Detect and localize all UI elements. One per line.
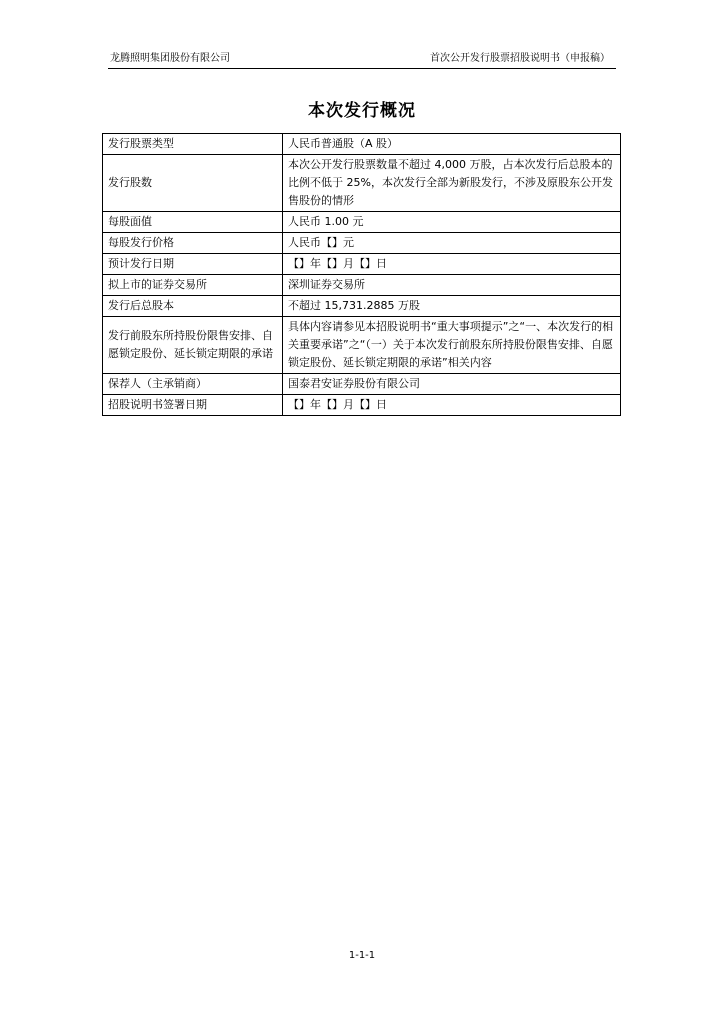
table-row — [103, 275, 621, 296]
row-label: 预计发行日期 — [103, 254, 283, 275]
row-label: 发行股数 — [103, 155, 283, 212]
row-label: 招股说明书签署日期 — [103, 395, 283, 416]
header-company-name: 龙腾照明集团股份有限公司 — [110, 53, 230, 64]
row-value: 本次公开发行股票数量不超过 4,000 万股，占本次发行后总股本的比例不低于 25%，本次发行全部为新股发行，不涉及原股东公开发售股份的情形 — [283, 155, 621, 212]
page-header — [108, 52, 616, 69]
row-value: 人民币【】元 — [283, 233, 621, 254]
table-row — [103, 374, 621, 395]
row-value: 人民币 1.00 元 — [283, 212, 621, 233]
row-value: 国泰君安证券股份有限公司 — [283, 374, 621, 395]
table-row — [103, 134, 621, 155]
row-label: 每股面值 — [103, 212, 283, 233]
row-label: 每股发行价格 — [103, 233, 283, 254]
row-label: 发行股票类型 — [103, 134, 283, 155]
table-row — [103, 155, 621, 212]
page-number: 1-1-1 — [348, 950, 376, 961]
row-value: 【】年【】月【】日 — [283, 395, 621, 416]
row-value: 【】年【】月【】日 — [283, 254, 621, 275]
table-row — [103, 254, 621, 275]
row-label: 发行前股东所持股份限售安排、自愿锁定股份、延长锁定期限的承诺 — [103, 317, 283, 374]
row-value: 深圳证券交易所 — [283, 275, 621, 296]
table-row — [103, 296, 621, 317]
row-label: 保荐人（主承销商） — [103, 374, 283, 395]
row-value: 不超过 15,731.2885 万股 — [283, 296, 621, 317]
table-row — [103, 395, 621, 416]
row-value: 人民币普通股（A 股） — [283, 134, 621, 155]
page-title: 本次发行概况 — [308, 101, 416, 121]
table-row — [103, 233, 621, 254]
header-document-title: 首次公开发行股票招股说明书（申报稿） — [430, 53, 610, 64]
row-label: 拟上市的证券交易所 — [103, 275, 283, 296]
table-row — [103, 317, 621, 374]
row-value: 具体内容请参见本招股说明书“重大事项提示”之“一、本次发行的相关重要承诺”之“（一）关于本次发行前股东所持股份限售安排、自愿锁定股份、延长锁定期限的承诺”相关内容 — [283, 317, 621, 374]
offering-summary-table — [102, 133, 621, 416]
table-row — [103, 212, 621, 233]
row-label: 发行后总股本 — [103, 296, 283, 317]
